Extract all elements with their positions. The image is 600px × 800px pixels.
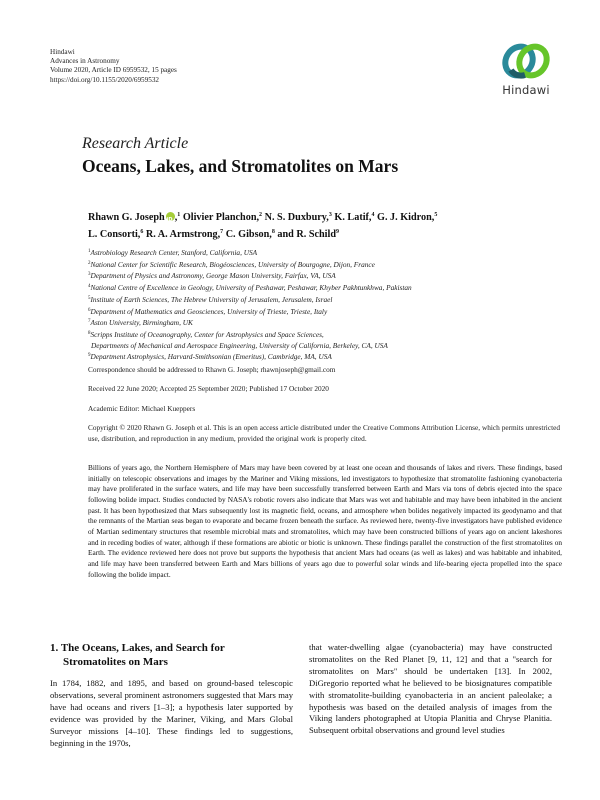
volume-info: Volume 2020, Article ID 6959532, 15 pages	[50, 66, 177, 75]
affiliation: $^2$National Center for Scientific Research, Biogéosciences, University of Bourgogne, Dijon, France	[88, 259, 375, 269]
author: G. J. Kidron,$^5$	[377, 212, 438, 223]
author: L. Consorti,$^6$	[88, 229, 144, 240]
orcid-icon[interactable]	[166, 212, 175, 221]
academic-editor: Academic Editor: Michael Kueppers	[88, 404, 196, 413]
logo-text: Hindawi	[502, 83, 550, 97]
affiliation-list	[88, 247, 558, 363]
article-type: Research Article	[82, 135, 189, 152]
section-heading: 1. The Oceans, Lakes, and Search for Stromatolites on Mars	[50, 642, 225, 668]
affiliation: $^4$National Centre of Excellence in Geology, University of Peshawar, Peshawar, Khyber Pakhtunkhwa, Pakistan	[88, 283, 412, 293]
interlocking-rings-icon	[501, 40, 551, 82]
left-column	[50, 642, 293, 749]
author: and R. Schild$^9$	[277, 229, 340, 240]
affiliation: $^9$Department Astrophysics, Harvard-Smithsonian (Emeritus), Cambridge, MA, USA	[88, 352, 332, 362]
author: K. Latif,$^4$	[334, 212, 375, 223]
affiliation: $^1$Astrobiology Research Center, Stanford, California, USA	[88, 248, 258, 257]
correspondence: Correspondence should be addressed to Rhawn G. Joseph; rhawnjoseph@gmail.com	[88, 365, 336, 374]
publication-dates: Received 22 June 2020; Accepted 25 September 2020; Published 17 October 2020	[88, 384, 329, 393]
body-paragraph: that water-dwelling algae (cyanobacteria) may have constructed stromatolites on the Red Planet [9, 11, 12] and that a "search for stromatolites on Mars" should be undertaken [13]. In 2002, DiGregorio reported what he believed to be biosignatures compatible with stromatolite-building cyanobacteria in an ancient paleolake; a hypothesis was based on the detailed analysis of images from the Viking landers photographed at Utopia Planitia and Chryse Planitia. Subsequent orbital observations and ground level studies	[309, 642, 552, 736]
right-column	[309, 642, 552, 737]
abstract: Billions of years ago, the Northern Hemisphere of Mars may have been covered by at least one ocean and thousands of lakes and rivers. These findings, based initially on telescopic observations and images by the Mariner and Viking missions, led investigators to hypothesize that stromatolite fashioning cyanobacteria may have proliferated in the surface waters, and life may have been successfully transferred between Earth and Mars via tons of debris ejected into the space following bolide impact. Studies conducted by NASA's robotic rovers also indicate that Mars was wet and habitable and may have been inhabited in the ancient past. It has been hypothesized that Mars subsequently lost its magnetic field, oceans, and atmosphere when bolides negatively impacted its geodynamo and that the remnants of the Martian seas began to evaporate and became frozen beneath the surface. As reviewed here, twenty-five investigators have published evidence of Martian sedimentary structures that resemble microbial mats and stromatolites, which may have been constructed billions of years ago on ancient lakeshores and in receding bodies of water, although if these formations are abiotic or biotic is unknown. These findings parallel the construction of the first stromatolites on Earth. The evidence reviewed here does not prove but supports the hypothesis that ancient Mars had oceans (as well as lakes) and was habitable and inhabited, and life may have been transferred between Earth and Mars billions of years ago due to powerful solar winds and life-bearing ejecta propelled into the space following the bolide impact.	[88, 463, 562, 579]
author: C. Gibson,$^8$	[225, 229, 275, 240]
author: N. S. Duxbury,$^3$	[264, 212, 332, 223]
affiliation: $^5$Institute of Earth Sciences, The Hebrew University of Jerusalem, Jerusalem, Israel	[88, 294, 333, 304]
author: Olivier Planchon,$^2$	[182, 212, 263, 223]
author-list	[88, 208, 548, 242]
affiliation: $^3$Department of Physics and Astronomy, George Mason University, Fairfax, VA, USA	[88, 271, 336, 281]
affiliation: $^8$Scripps Institute of Oceanography, Center for Astrophysics and Space Sciences,	[88, 329, 324, 339]
publisher-name: Hindawi	[50, 48, 75, 56]
journal-name: Advances in Astronomy	[50, 57, 120, 66]
article-title: Oceans, Lakes, and Stromatolites on Mars	[82, 156, 399, 176]
author[interactable]: Rhawn G. Joseph iD ,$^1$	[88, 212, 180, 223]
affiliation: $^7$Aston University, Birmingham, UK	[88, 318, 193, 328]
copyright-notice: Copyright © 2020 Rhawn G. Joseph et al. This is an open access article distributed under the Creative Commons Attribution License, which permits unrestricted use, distribution, and reproduction in any medium, provided the original work is properly cited.	[88, 423, 560, 443]
journal-metadata	[50, 48, 177, 85]
body-paragraph: In 1784, 1882, and 1895, and based on ground-based telescopic observations, several prominent astronomers suggested that Mars may have had oceans and rivers [1–3]; a hypothesis later supported by evidence was provided by the Mariner, Viking, and Mars Global Surveyor missions [4–10]. These findings led to suggestions, beginning in the 1970s,	[50, 678, 293, 748]
doi-link[interactable]: https://doi.org/10.1155/2020/6959532	[50, 75, 160, 84]
author: R. A. Armstrong,$^7$	[145, 229, 224, 240]
hindawi-logo	[494, 40, 558, 108]
affiliation: Departments of Mechanical and Aerospace Engineering, University of California, Berkeley, CA, USA	[91, 340, 388, 350]
affiliation: $^6$Department of Mathematics and Geosciences, University of Trieste, Trieste, Italy	[88, 306, 328, 316]
